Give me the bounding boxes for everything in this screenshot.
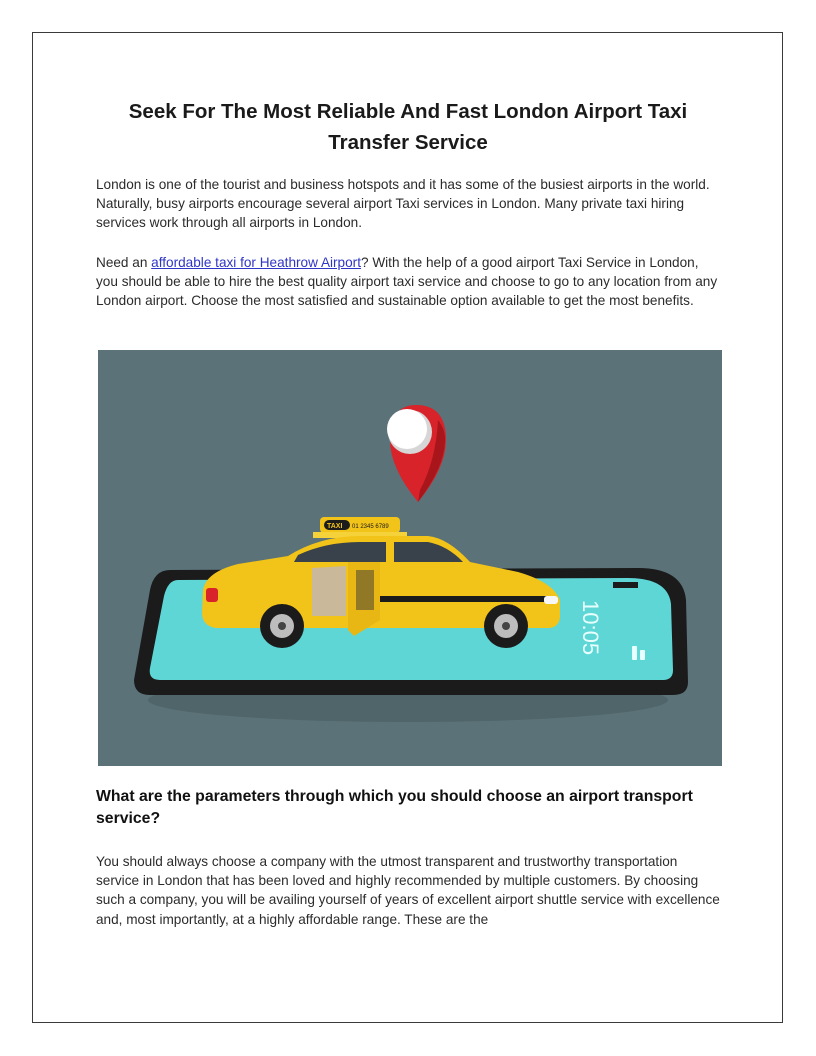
page-title: Seek For The Most Reliable And Fast London Airport Taxi Transfer Service <box>128 100 688 154</box>
section-paragraph: You should always choose a company with the utmost transparent and trustworthy transportation service in London that has been loved and highly recommended by multiple customers. By choosing such a company, you will be availing yourself of years of excellent airport shuttle service with excellence and, most importantly, at a highly affordable range. These are the <box>96 854 720 927</box>
heathrow-taxi-link[interactable]: affordable taxi for Heathrow Airport <box>151 255 361 270</box>
taxi-stripe <box>380 596 550 602</box>
hero-taxi-illustration <box>98 350 722 766</box>
taxi-tail-light <box>206 588 218 602</box>
paragraph-text-after-link: ? With the help of a good airport Taxi Service in London, you should be able to hire the best quality airport taxi service and choose to go to any location from any London airport. Choose the most satisfied and sustainable option available to get the most benefits. <box>96 255 718 309</box>
phone-notch <box>613 582 638 588</box>
taxi-front-wheel <box>484 604 528 648</box>
paragraph-text-before-link: Need an <box>96 255 152 270</box>
intro-paragraph: London is one of the tourist and business hotspots and it has some of the busiest airports in the world. Naturally, busy airports encourage several airport Taxi services in London. Many private taxi hiring services work through all airports in London. <box>96 177 710 231</box>
phone-status-icon <box>632 646 637 660</box>
phone-clock-text: 10:05 <box>578 600 603 656</box>
taxi-rear-wheel <box>260 604 304 648</box>
second-paragraph <box>96 253 724 311</box>
taxi-sign-label: TAXI <box>327 523 343 530</box>
taxi-phone-number: 01 2345 6789 <box>352 524 389 530</box>
section-heading: What are the parameters through which you should choose an airport transport service? <box>96 788 693 827</box>
taxi-headlight <box>544 596 558 604</box>
taxi-seat <box>312 566 346 616</box>
phone-status-icon <box>640 650 645 660</box>
